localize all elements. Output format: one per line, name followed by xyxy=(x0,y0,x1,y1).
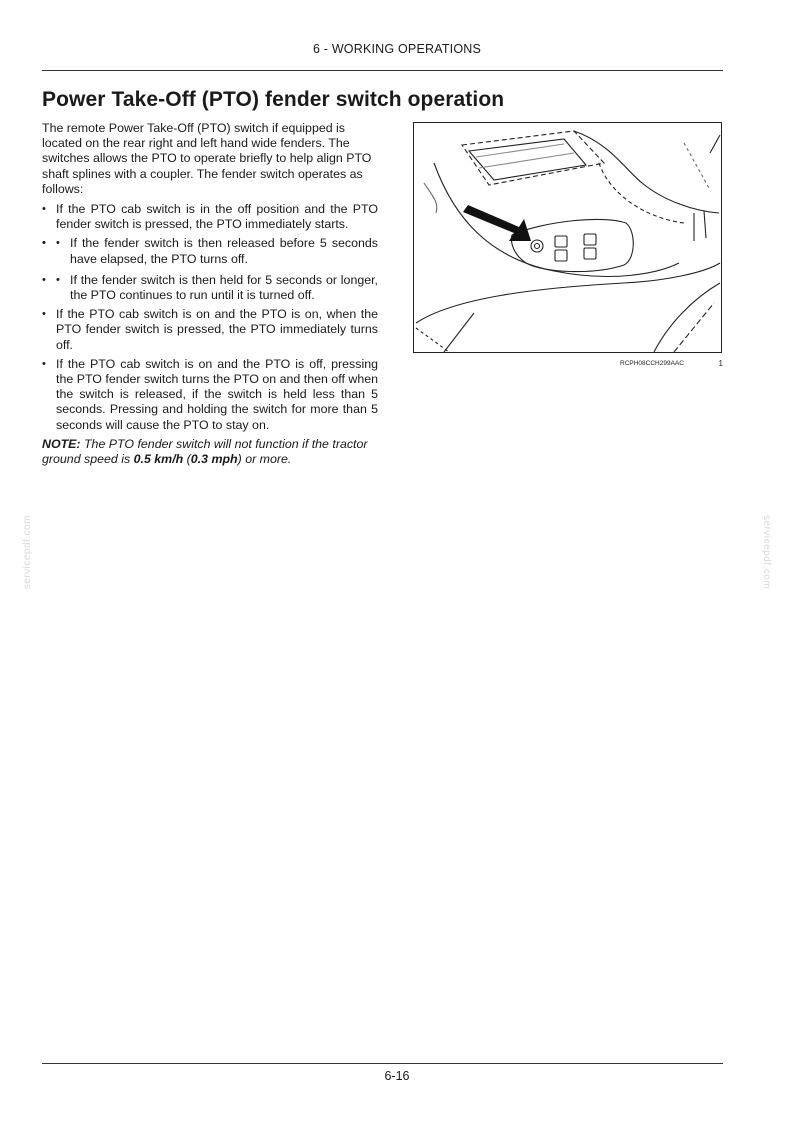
speed-kmh: 0.5 km/h xyxy=(133,452,184,467)
sub-list xyxy=(42,236,378,303)
list-item: • If the PTO cab switch is on and the PTO is off, pressing the PTO fender switch turns the PTO on and then off when the switch is released, if the switch is held less than 5 seconds. Pressing and holding the switch for more than 5 seconds will cause the PTO to stay on. xyxy=(42,357,378,433)
speed-mph: 0.3 mph xyxy=(190,452,238,467)
footer-rule xyxy=(42,1063,723,1064)
fender-switch-illustration xyxy=(413,122,722,353)
note-paragraph: NOTE: The PTO fender switch will not function if the tractor ground speed is 0.5 km/h (0.3 mph) or more. xyxy=(42,436,368,467)
figure-caption xyxy=(620,360,723,367)
intro-paragraph: The remote Power Take-Off (PTO) switch if equipped is located on the rear right and left hand wide fenders. The switches allows the PTO to operate briefly to help align PTO shaft splines with a coupler. The fender switch operates as follows: xyxy=(42,121,372,196)
sub-list-item: • • • If the fender switch is then released before 5 seconds have elapsed, the PTO turns off. xyxy=(42,236,378,266)
body-text xyxy=(42,121,378,472)
section-header: 6 - WORKING OPERATIONS xyxy=(312,42,482,56)
note-label: NOTE: xyxy=(42,436,81,451)
list-item xyxy=(42,236,378,303)
bullet-marker: • • xyxy=(56,273,60,286)
page-number: 6-16 xyxy=(384,1069,410,1083)
sub-list-item: • • If the fender switch is then held for 5 seconds or longer, the PTO continues to run until it is turned off. xyxy=(42,273,378,303)
bullet-marker: • • • xyxy=(56,237,60,250)
header-rule xyxy=(42,70,723,71)
fender-line-drawing xyxy=(414,123,721,352)
list-item: • If the PTO cab switch is on and the PTO is on, when the PTO fender switch is pressed, the PTO immediately turns off. xyxy=(42,307,378,353)
watermark-right: servicepdf.com xyxy=(761,515,772,590)
list-item: • If the PTO cab switch is in the off position and the PTO fender switch is pressed, the PTO immediately starts. xyxy=(42,202,378,232)
figure-code: RCPH08CCH299AAC xyxy=(620,360,684,367)
page-title: Power Take-Off (PTO) fender switch operation xyxy=(42,88,505,111)
operation-list xyxy=(42,202,378,433)
figure-number: 1 xyxy=(718,359,723,368)
watermark-left: servicepdf.com xyxy=(22,515,33,590)
